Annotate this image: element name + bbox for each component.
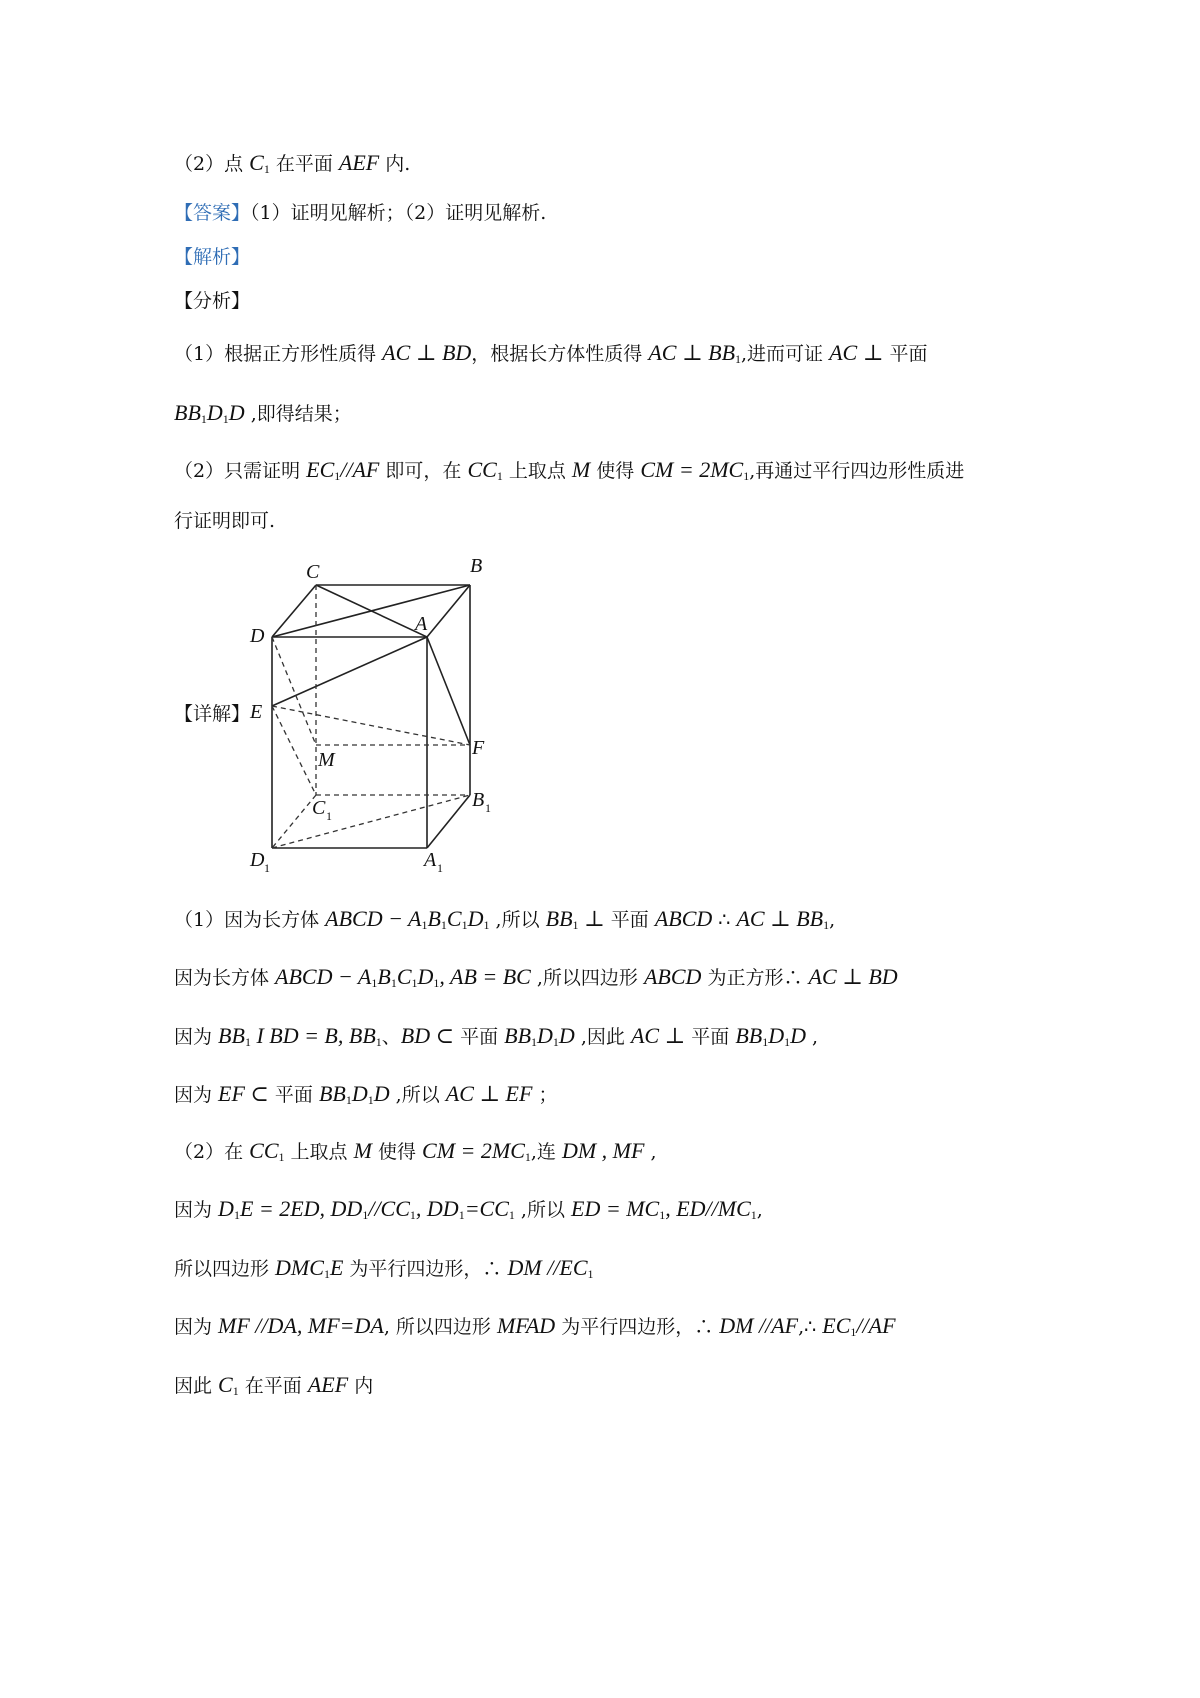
text-run: 因为 bbox=[174, 1316, 219, 1338]
math-expression: EF ⊂ bbox=[218, 1081, 269, 1106]
text-run: （1）根据正方形性质得 bbox=[174, 343, 383, 365]
text-run: , bbox=[806, 1026, 819, 1048]
text-run: 在平面 bbox=[238, 1375, 308, 1397]
text-line-l10 bbox=[174, 908, 835, 931]
math-expression: $BB_1D_1D$ bbox=[504, 1023, 575, 1049]
text-run: 平面 bbox=[454, 1026, 505, 1048]
text-run: （2）点 bbox=[174, 153, 250, 175]
text-run: , bbox=[756, 1199, 763, 1221]
text-run: 内. bbox=[379, 153, 411, 175]
text-run: （2）在 bbox=[174, 1141, 250, 1163]
text-run: 为平行四边形，∴ bbox=[555, 1316, 720, 1338]
text-run: ,∴ bbox=[798, 1316, 823, 1338]
math-expression: ABCD bbox=[654, 906, 713, 931]
math-expression: M bbox=[353, 1138, 372, 1163]
text-run: 使得 bbox=[590, 460, 641, 482]
math-expression: AC ⊥ bbox=[630, 1023, 686, 1048]
text-line-l12 bbox=[174, 1025, 818, 1048]
text-run: ,再通过平行四边形性质进 bbox=[749, 460, 965, 482]
text-run: 【分析】 bbox=[174, 290, 251, 312]
label-C1: C bbox=[312, 797, 326, 819]
label-A: A bbox=[415, 613, 428, 635]
math-expression: $CC_1$ bbox=[467, 457, 503, 483]
text-run: 上取点 bbox=[284, 1141, 354, 1163]
text-line-l18 bbox=[174, 1374, 373, 1397]
label-A1-sub: 1 bbox=[437, 861, 443, 875]
text-line-l5 bbox=[174, 342, 927, 365]
text-run: （1）因为长方体 bbox=[174, 909, 326, 931]
math-expression: $C_1$ bbox=[218, 1372, 239, 1398]
text-run: ,连 bbox=[530, 1141, 562, 1163]
edge-a1b1 bbox=[427, 795, 470, 848]
text-run: ,所以 bbox=[489, 909, 546, 931]
text-line-l14 bbox=[174, 1140, 657, 1163]
math-expression: BD ⊂ bbox=[400, 1023, 455, 1048]
text-run: 行证明即可. bbox=[174, 510, 276, 532]
math-expression: MF //DA, MF=DA bbox=[218, 1313, 384, 1338]
edge-ec1 bbox=[272, 706, 316, 795]
text-run: 平面 bbox=[268, 1084, 319, 1106]
text-run: 因为 bbox=[174, 1026, 219, 1048]
math-expression: $BB_1D_1D$ bbox=[174, 400, 245, 426]
edge-cd bbox=[272, 585, 316, 637]
label-D1-sub: 1 bbox=[264, 861, 270, 875]
edge-c1d1 bbox=[272, 795, 316, 848]
text-run: 【详解】 bbox=[174, 703, 251, 725]
text-line-l1 bbox=[174, 152, 410, 175]
edge-ba bbox=[427, 585, 470, 637]
text-run: 平面 bbox=[604, 909, 655, 931]
math-expression: AC ⊥ BD bbox=[808, 964, 898, 989]
math-expression: $BB_1$ I BD = B, $BB_1$ bbox=[218, 1023, 382, 1049]
section-label: 【解析】 bbox=[174, 246, 251, 268]
text-line-l11 bbox=[174, 966, 898, 989]
section-label: 【答案】 bbox=[174, 202, 251, 224]
label-E: E bbox=[250, 701, 263, 723]
text-line-l16 bbox=[174, 1257, 594, 1280]
text-line-l7 bbox=[174, 459, 964, 482]
label-F: F bbox=[472, 737, 485, 759]
label-D1: D bbox=[250, 849, 265, 871]
text-line-l17 bbox=[174, 1315, 896, 1338]
math-expression: AC ⊥ $BB_1$ bbox=[648, 340, 742, 366]
math-expression: $BB_1D_1D$ bbox=[735, 1023, 807, 1049]
math-expression: $DMC_1E$ bbox=[275, 1255, 344, 1281]
text-run: ； bbox=[532, 1084, 558, 1106]
math-expression: AC ⊥ BD bbox=[382, 340, 472, 365]
text-run: ,即得结果； bbox=[244, 403, 352, 425]
text-run: , bbox=[829, 909, 836, 931]
math-expression: AC ⊥ EF bbox=[445, 1081, 533, 1106]
edge-dm bbox=[272, 637, 316, 745]
text-run: ,进而可证 bbox=[741, 343, 830, 365]
text-run: 内 bbox=[348, 1375, 374, 1397]
label-B1-sub: 1 bbox=[485, 801, 491, 815]
math-expression: $C_1$ bbox=[249, 150, 270, 176]
edge-af bbox=[427, 637, 470, 745]
text-run: 即可，在 bbox=[379, 460, 468, 482]
text-line-l13 bbox=[174, 1083, 557, 1106]
math-expression: $BB_1D_1D$ bbox=[318, 1081, 390, 1107]
text-run: 使得 bbox=[371, 1141, 423, 1163]
text-run: , bbox=[644, 1141, 657, 1163]
math-expression: $BB_1$ ⊥ bbox=[545, 906, 605, 932]
text-line-l2 bbox=[174, 204, 546, 223]
math-expression: ABCD − $A_1B_1C_1D_1$, AB = BC bbox=[275, 964, 531, 990]
math-expression: AEF bbox=[307, 1372, 349, 1397]
math-expression: M bbox=[571, 457, 591, 482]
label-B: B bbox=[470, 555, 483, 577]
text-run: 因为 bbox=[174, 1084, 219, 1106]
text-run: 因此 bbox=[174, 1375, 219, 1397]
math-expression: AC ⊥ $BB_1$ bbox=[736, 906, 830, 932]
text-line-l3 bbox=[174, 248, 250, 267]
text-run: ,所以四边形 bbox=[530, 967, 644, 989]
text-run: 为平行四边形，∴ bbox=[343, 1258, 508, 1280]
label-A1: A bbox=[424, 849, 437, 871]
label-C: C bbox=[306, 561, 320, 583]
math-expression: $EC_1//AF$ bbox=[822, 1313, 896, 1339]
text-run: ,因此 bbox=[574, 1026, 631, 1048]
math-expression: ED = $MC_1$, $ED//MC_1$ bbox=[571, 1196, 757, 1222]
math-expression: CM = $2MC_1$ bbox=[640, 457, 750, 483]
text-run: 因为 bbox=[174, 1199, 219, 1221]
text-run: 在平面 bbox=[269, 153, 339, 175]
text-run: （1）证明见解析；（2）证明见解析. bbox=[250, 202, 547, 224]
text-run: （2）只需证明 bbox=[174, 460, 307, 482]
text-run: ，根据长方体性质得 bbox=[471, 343, 649, 365]
text-line-l6 bbox=[174, 402, 352, 425]
math-expression: CM = $2MC_1$ bbox=[422, 1138, 531, 1164]
math-expression: DM //AF bbox=[719, 1313, 799, 1338]
text-line-l9 bbox=[174, 705, 250, 724]
math-expression: ABCD bbox=[643, 964, 702, 989]
math-expression: DM , MF bbox=[561, 1138, 645, 1163]
text-run: 所以四边形 bbox=[174, 1258, 276, 1280]
text-run: , 所以四边形 bbox=[383, 1316, 497, 1338]
label-B1: B bbox=[472, 789, 485, 811]
text-run: 平面 bbox=[685, 1026, 736, 1048]
text-run: 平面 bbox=[883, 343, 928, 365]
cuboid-diagram bbox=[250, 555, 520, 890]
math-expression: AC ⊥ bbox=[829, 340, 884, 365]
text-run: ∴ bbox=[712, 909, 737, 931]
text-line-l8 bbox=[174, 512, 275, 531]
text-run: ,所以 bbox=[514, 1199, 572, 1221]
math-expression: $CC_1$ bbox=[249, 1138, 285, 1164]
edge-ef bbox=[272, 706, 470, 745]
text-run: 为正方形∴ bbox=[701, 967, 809, 989]
math-expression: MFAD bbox=[496, 1313, 556, 1338]
edge-d1b1 bbox=[272, 795, 470, 848]
math-expression: DM $//EC_1$ bbox=[507, 1255, 594, 1281]
math-expression: ABCD − $A_1B_1C_1D_1$ bbox=[325, 906, 490, 932]
math-expression: $D_1E = 2ED$, $DD_1//CC_1$, $DD_1=CC_1$ bbox=[218, 1196, 515, 1222]
text-run: ,所以 bbox=[389, 1084, 446, 1106]
text-line-l4 bbox=[174, 292, 250, 311]
text-run: 因为长方体 bbox=[174, 967, 276, 989]
math-expression: AEF bbox=[338, 150, 380, 175]
label-M: M bbox=[318, 749, 335, 771]
text-run: 上取点 bbox=[502, 460, 572, 482]
label-C1-sub: 1 bbox=[326, 809, 332, 823]
edge-db bbox=[272, 585, 470, 637]
label-D: D bbox=[250, 625, 265, 647]
math-expression: $EC_1//AF$ bbox=[306, 457, 380, 483]
text-run: 、 bbox=[381, 1026, 401, 1048]
text-line-l15 bbox=[174, 1198, 763, 1221]
